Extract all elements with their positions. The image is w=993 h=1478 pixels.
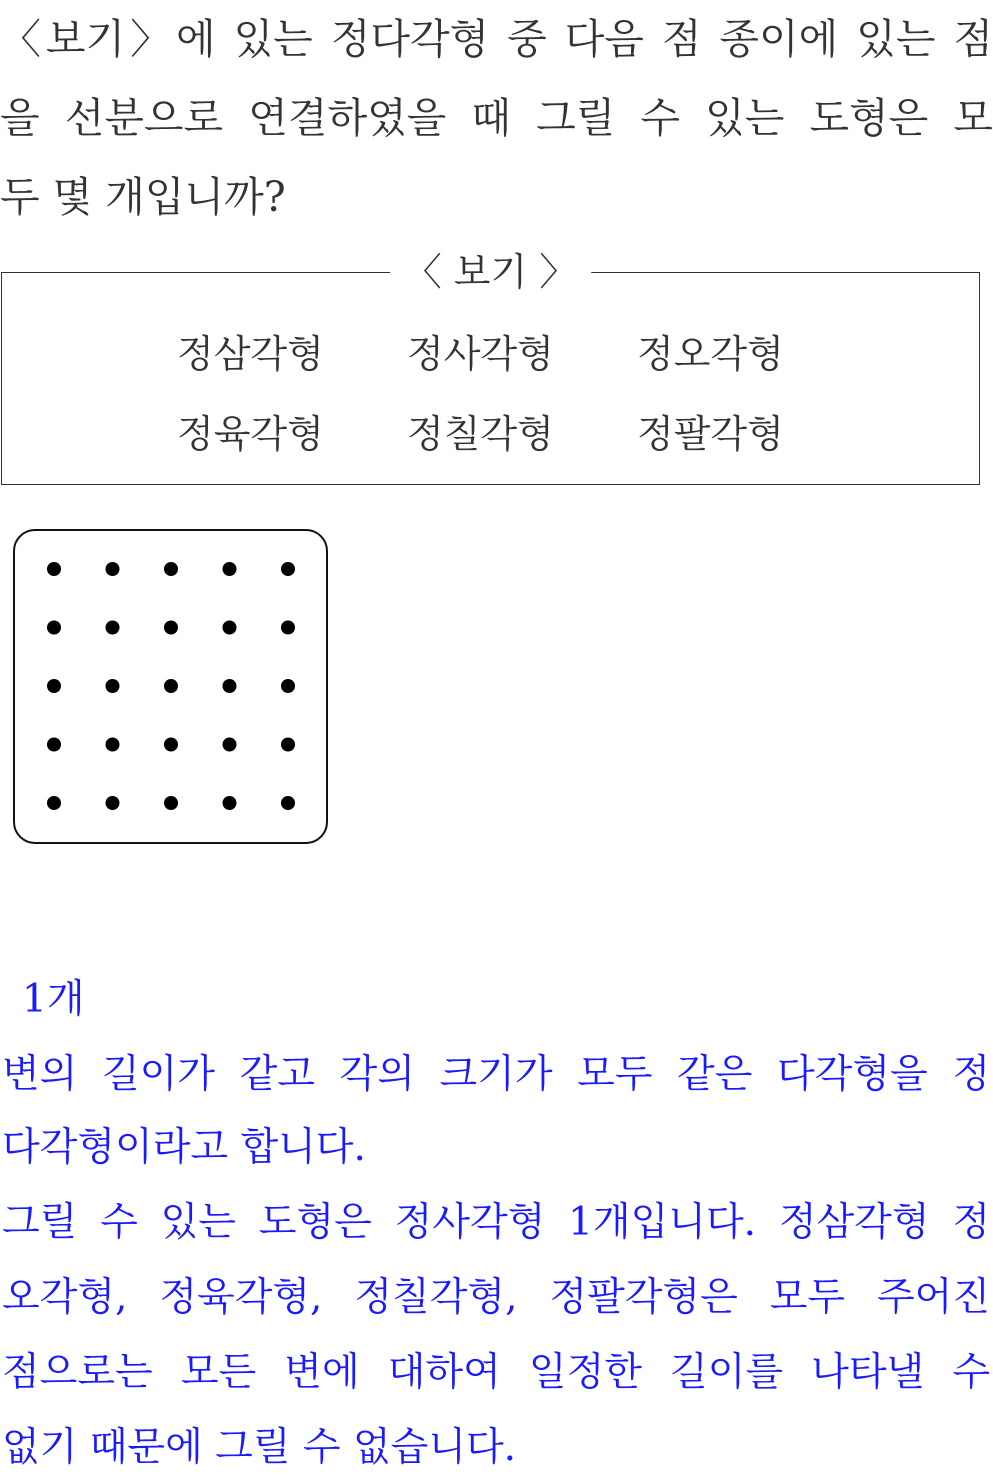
answer-value: 1개 bbox=[22, 977, 85, 1022]
grid-dot bbox=[281, 562, 295, 576]
grid-dot bbox=[47, 562, 61, 576]
grid-dot bbox=[223, 679, 237, 693]
grid-dot bbox=[47, 679, 61, 693]
grid-dot bbox=[223, 621, 237, 635]
grid-dot bbox=[164, 679, 178, 693]
grid-dot bbox=[47, 796, 61, 810]
bogi-title: 〈 보기 〉 bbox=[390, 247, 592, 297]
question-line-3: 두 몇 개입니까? bbox=[0, 173, 286, 221]
grid-dot bbox=[106, 738, 120, 752]
bogi-option-regular-hexagon: 정육각형 bbox=[177, 412, 324, 456]
grid-dot bbox=[164, 621, 178, 635]
grid-dot bbox=[106, 562, 120, 576]
bogi-option-equilateral-triangle: 정삼각형 bbox=[177, 332, 324, 376]
grid-dot bbox=[281, 679, 295, 693]
grid-dot bbox=[281, 621, 295, 635]
explanation-line-4: 오각형, 정육각형, 정칠각형, 정팔각형은 모두 주어진 bbox=[2, 1275, 990, 1320]
grid-dot bbox=[164, 562, 178, 576]
bogi-box bbox=[1, 250, 980, 485]
explanation-line-6: 없기 때문에 그릴 수 없습니다. bbox=[2, 1425, 517, 1470]
grid-dot bbox=[106, 679, 120, 693]
dot-paper bbox=[13, 529, 328, 844]
grid-dot bbox=[223, 738, 237, 752]
bogi-option-regular-octagon: 정팔각형 bbox=[637, 412, 784, 456]
grid-dot bbox=[106, 796, 120, 810]
grid-dot bbox=[223, 796, 237, 810]
bogi-options bbox=[177, 323, 867, 483]
grid-dot bbox=[164, 738, 178, 752]
bogi-option-regular-pentagon: 정오각형 bbox=[637, 332, 784, 376]
explanation-line-2: 다각형이라고 합니다. bbox=[2, 1125, 366, 1170]
explanation-line-3: 그릴 수 있는 도형은 정사각형 1개입니다. 정삼각형 정 bbox=[2, 1200, 990, 1245]
bogi-option-regular-heptagon: 정칠각형 bbox=[407, 412, 554, 456]
grid-dot bbox=[106, 621, 120, 635]
grid-dot bbox=[164, 796, 178, 810]
dot-grid bbox=[15, 531, 330, 846]
grid-dot bbox=[47, 621, 61, 635]
question-line-1: 〈보기〉에 있는 정다각형 중 다음 점 종이에 있는 점 bbox=[0, 15, 993, 63]
grid-dot bbox=[223, 562, 237, 576]
grid-dot bbox=[47, 738, 61, 752]
explanation-line-5: 점으로는 모든 변에 대하여 일정한 길이를 나타낼 수 bbox=[2, 1350, 990, 1395]
grid-dot bbox=[281, 738, 295, 752]
bogi-option-square: 정사각형 bbox=[407, 332, 554, 376]
question-text bbox=[0, 0, 993, 237]
grid-dot bbox=[281, 796, 295, 810]
explanation-line-1: 변의 길이가 같고 각의 크기가 모두 같은 다각형을 정 bbox=[2, 1052, 990, 1097]
question-line-2: 을 선분으로 연결하였을 때 그릴 수 있는 도형은 모 bbox=[0, 94, 993, 142]
